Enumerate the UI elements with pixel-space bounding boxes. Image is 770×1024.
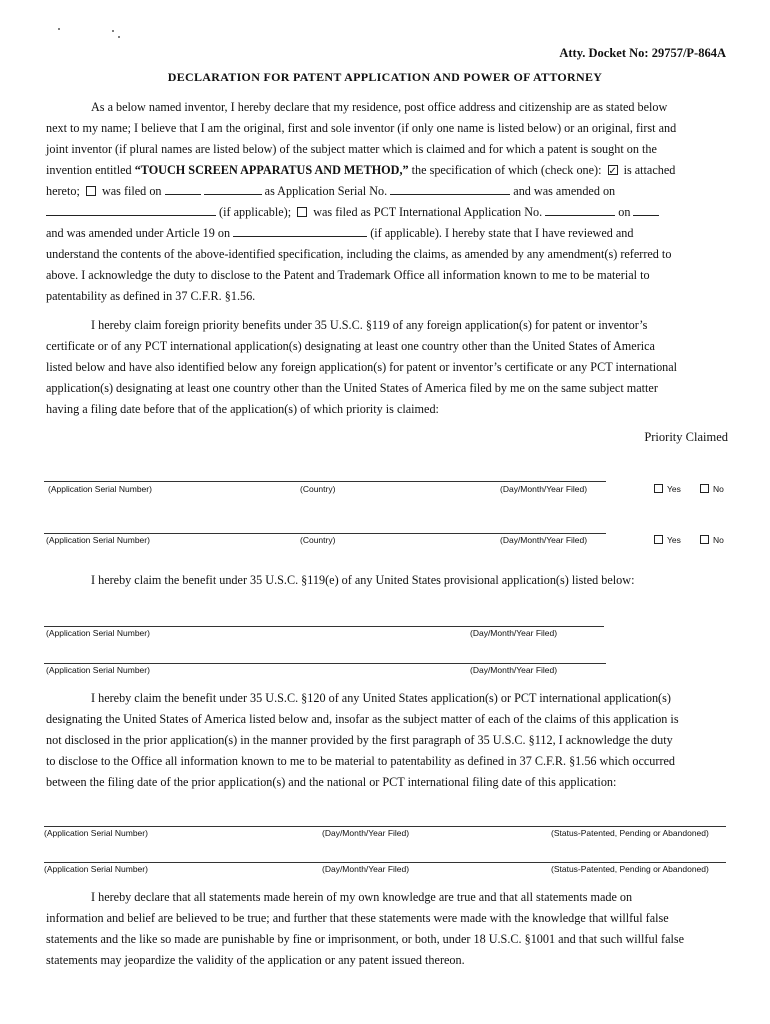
us120-line: to disclose to the Office all information known to me to be material to patentability as defined in 37 C.F.R. §1.56 which occurred xyxy=(46,754,676,768)
intro-text: as Application Serial No. xyxy=(264,184,388,198)
intro-line: joint inventor (if plural names are listed below) of the subject matter which is claimed and for which a patent is sought on the xyxy=(46,142,657,156)
foreign-country-caption: (Country) xyxy=(300,535,336,545)
filed-year-field[interactable] xyxy=(204,183,262,195)
pct-number-field[interactable] xyxy=(545,204,615,216)
provisional-serial-caption: (Application Serial Number) xyxy=(46,628,150,638)
us120-line: designating the United States of America listed below and, insofar as the subject matter of each of the claims of this application is xyxy=(46,712,679,726)
docket-number: Atty. Docket No: 29757/P-864A xyxy=(559,46,726,60)
us120-status-caption: (Status-Patented, Pending or Abandoned) xyxy=(551,864,709,874)
document-title: DECLARATION FOR PATENT APPLICATION AND POWER OF ATTORNEY xyxy=(167,70,603,84)
intro-line-pct xyxy=(46,202,726,223)
us120-line: I hereby claim the benefit under 35 U.S.C. §120 of any United States application(s) or PCT international application(s) xyxy=(91,691,671,705)
pct-date-field[interactable] xyxy=(633,204,659,216)
intro-line: patentability as defined in 37 C.F.R. §1.56. xyxy=(46,289,256,303)
intro-text: (if applicable). I hereby state that I have reviewed and xyxy=(370,226,634,240)
intro-text: the specification of which (check one): xyxy=(408,163,602,177)
priority-yes-label: Yes xyxy=(667,535,681,545)
final-line: I hereby declare that all statements made herein of my own knowledge are true and that all statements made on xyxy=(91,890,633,904)
foreign-row-2-line[interactable] xyxy=(44,533,606,534)
priority-yes-checkbox[interactable] xyxy=(654,535,663,544)
us120-row-1-line[interactable] xyxy=(44,826,726,827)
checkbox-pct[interactable] xyxy=(297,207,307,217)
priority-yes-checkbox[interactable] xyxy=(654,484,663,493)
serial-no-field[interactable] xyxy=(390,183,510,195)
us120-line: not disclosed in the prior application(s) in the manner provided by the first paragraph of 35 U.S.C. §112, I acknowledge the duty xyxy=(46,733,673,747)
us120-row-2-line[interactable] xyxy=(44,862,726,863)
us120-serial-caption: (Application Serial Number) xyxy=(44,828,148,838)
provisional-date-caption: (Day/Month/Year Filed) xyxy=(470,665,558,675)
intro-line-article19 xyxy=(46,223,726,244)
final-declaration-paragraph xyxy=(46,887,726,971)
priority-yes-label: Yes xyxy=(667,484,681,494)
invention-title: “TOUCH SCREEN APPARATUS AND METHOD,” xyxy=(134,163,409,177)
final-line: statements may jeopardize the validity of the application or any patent issued thereon. xyxy=(46,953,465,967)
amended-date-field[interactable] xyxy=(46,204,216,216)
us120-line: between the filing date of the prior application(s) and the national or PCT international filing date of this application: xyxy=(46,775,617,789)
final-line: information and belief are believed to be true; and further that these statements were made with the knowledge that willful false xyxy=(46,911,669,925)
intro-text: and was amended under Article 19 on xyxy=(46,226,231,240)
foreign-line: having a filing date before that of the application(s) of which priority is claimed: xyxy=(46,402,439,416)
intro-text: was filed as PCT International Application No. xyxy=(313,205,543,219)
provisional-date-caption: (Day/Month/Year Filed) xyxy=(470,628,558,638)
intro-text: (if applicable); xyxy=(219,205,292,219)
foreign-row-1-line[interactable] xyxy=(44,481,606,482)
priority-no-checkbox[interactable] xyxy=(700,535,709,544)
intro-line: understand the contents of the above-identified specification, including the claims, as amended by any amendment(s) referred to xyxy=(46,247,672,261)
scan-speck xyxy=(118,36,120,38)
scan-speck xyxy=(58,28,60,30)
foreign-line: certificate or of any PCT international application(s) designating at least one country other than the United States of America xyxy=(46,339,655,353)
priority-no-label: No xyxy=(713,535,724,545)
priority-yes-option[interactable] xyxy=(654,484,681,494)
provisional-row-2-line[interactable] xyxy=(44,663,606,664)
foreign-date-caption: (Day/Month/Year Filed) xyxy=(500,484,588,494)
intro-line-filed xyxy=(46,181,726,202)
intro-text: hereto; xyxy=(46,184,80,198)
final-line: statements and the like so made are punishable by fine or imprisonment, or both, under 18 U.S.C. §1001 and that such willful false xyxy=(46,932,685,946)
provisional-serial-caption: (Application Serial Number) xyxy=(46,665,150,675)
priority-yes-option[interactable] xyxy=(654,535,681,545)
intro-text: invention entitled xyxy=(46,163,135,177)
provisional-row-1-line[interactable] xyxy=(44,626,604,627)
foreign-serial-caption: (Application Serial Number) xyxy=(46,535,150,545)
section-120-paragraph xyxy=(46,688,726,793)
article19-date-field[interactable] xyxy=(233,225,367,237)
priority-claimed-heading: Priority Claimed xyxy=(644,430,728,444)
filed-date-field[interactable] xyxy=(165,183,201,195)
foreign-priority-paragraph xyxy=(46,315,726,420)
checkbox-was-filed[interactable] xyxy=(86,186,96,196)
provisional-paragraph xyxy=(46,570,726,591)
intro-text: on xyxy=(618,205,631,219)
intro-line: next to my name; I believe that I am the original, first and sole inventor (if only one name is listed below) or an original, first and xyxy=(46,121,677,135)
foreign-line: I hereby claim foreign priority benefits under 35 U.S.C. §119 of any foreign application(s) for patent or inventor’s xyxy=(91,318,648,332)
checkbox-attached[interactable] xyxy=(608,165,618,175)
priority-no-label: No xyxy=(713,484,724,494)
intro-text: and was amended on xyxy=(513,184,616,198)
us120-serial-caption: (Application Serial Number) xyxy=(44,864,148,874)
intro-line-title xyxy=(46,160,726,181)
priority-no-option[interactable] xyxy=(700,484,724,494)
intro-paragraph xyxy=(46,97,726,307)
priority-no-checkbox[interactable] xyxy=(700,484,709,493)
foreign-serial-caption: (Application Serial Number) xyxy=(48,484,152,494)
foreign-date-caption: (Day/Month/Year Filed) xyxy=(500,535,588,545)
priority-no-option[interactable] xyxy=(700,535,724,545)
provisional-text: I hereby claim the benefit under 35 U.S.C. §119(e) of any United States provisional application(s) listed below: xyxy=(91,573,635,587)
foreign-line: listed below and have also identified below any foreign application(s) for patent or inventor’s certificate or any PCT international xyxy=(46,360,678,374)
us120-status-caption: (Status-Patented, Pending or Abandoned) xyxy=(551,828,709,838)
us120-date-caption: (Day/Month/Year Filed) xyxy=(322,864,410,874)
intro-text: was filed on xyxy=(101,184,162,198)
us120-date-caption: (Day/Month/Year Filed) xyxy=(322,828,410,838)
intro-text: is attached xyxy=(623,163,676,177)
scan-speck xyxy=(112,30,114,32)
foreign-line: application(s) designating at least one country other than the United States of America filed by me on the same subject matter xyxy=(46,381,658,395)
intro-line: As a below named inventor, I hereby declare that my residence, post office address and citizenship are as stated below xyxy=(91,100,668,114)
intro-line: above. I acknowledge the duty to disclose to the Patent and Trademark Office all information known to me to be material to xyxy=(46,268,650,282)
foreign-country-caption: (Country) xyxy=(300,484,336,494)
